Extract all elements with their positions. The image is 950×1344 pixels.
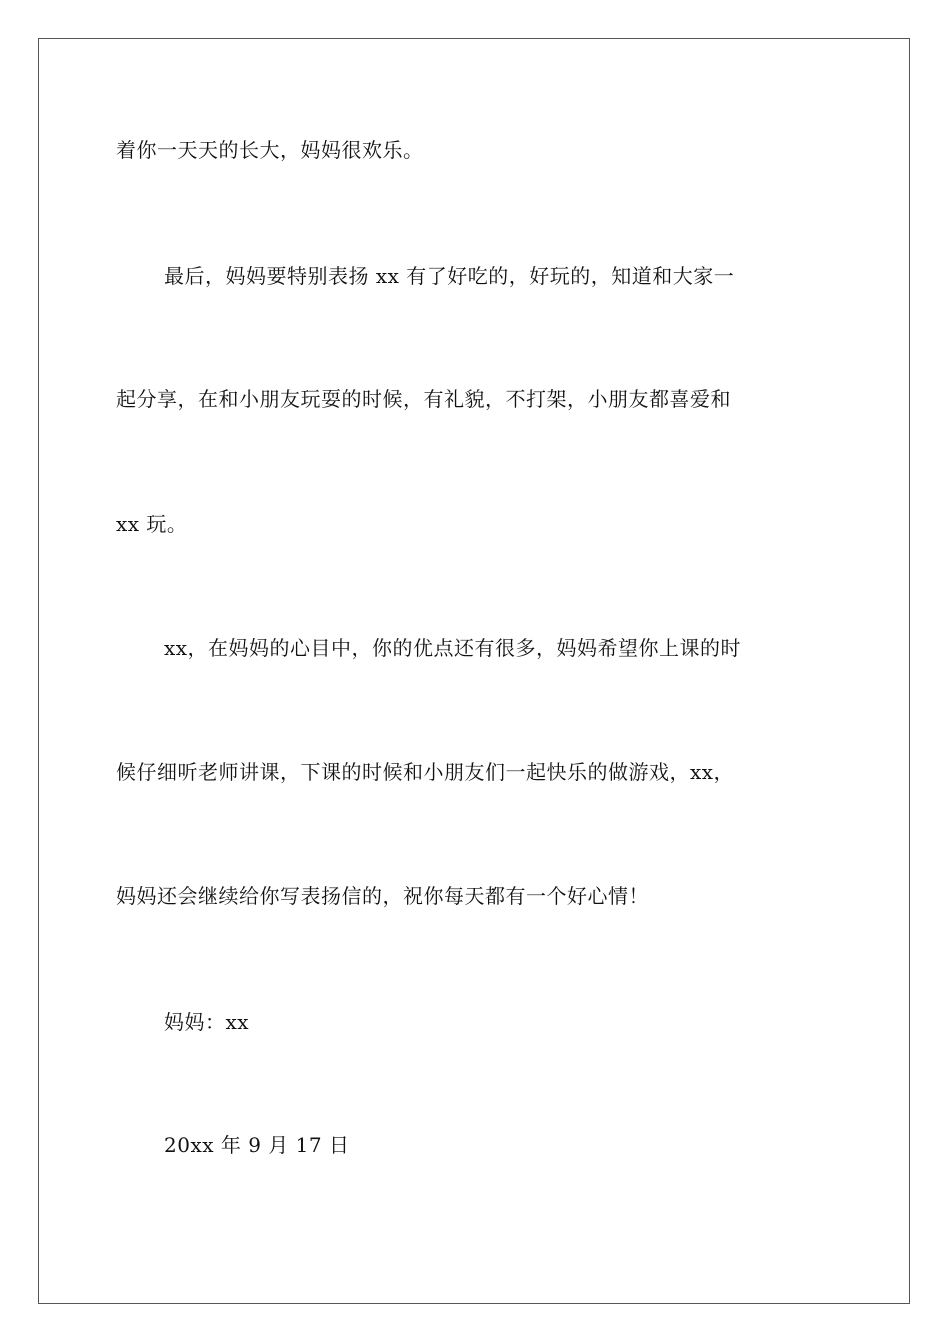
text-line-6: 候仔细听老师讲课，下课的时候和小朋友们一起快乐的做游戏，xx， (116, 760, 735, 784)
signature: 妈妈：xx (164, 1010, 250, 1034)
text-line-3: 起分享，在和小朋友玩耍的时候，有礼貌，不打架，小朋友都喜爱和 (116, 387, 731, 411)
page-frame (38, 38, 910, 1304)
text-line-4: xx 玩。 (116, 512, 188, 536)
text-line-2: 最后，妈妈要特别表扬 xx 有了好吃的，好玩的，知道和大家一 (164, 264, 735, 288)
text-line-5: xx，在妈妈的心目中，你的优点还有很多，妈妈希望你上课的时 (164, 636, 742, 660)
text-line-7: 妈妈还会继续给你写表扬信的，祝你每天都有一个好心情！ (116, 884, 649, 908)
date: 20xx 年 9 月 17 日 (164, 1133, 350, 1157)
text-line-1: 着你一天天的长大，妈妈很欢乐。 (116, 138, 424, 162)
